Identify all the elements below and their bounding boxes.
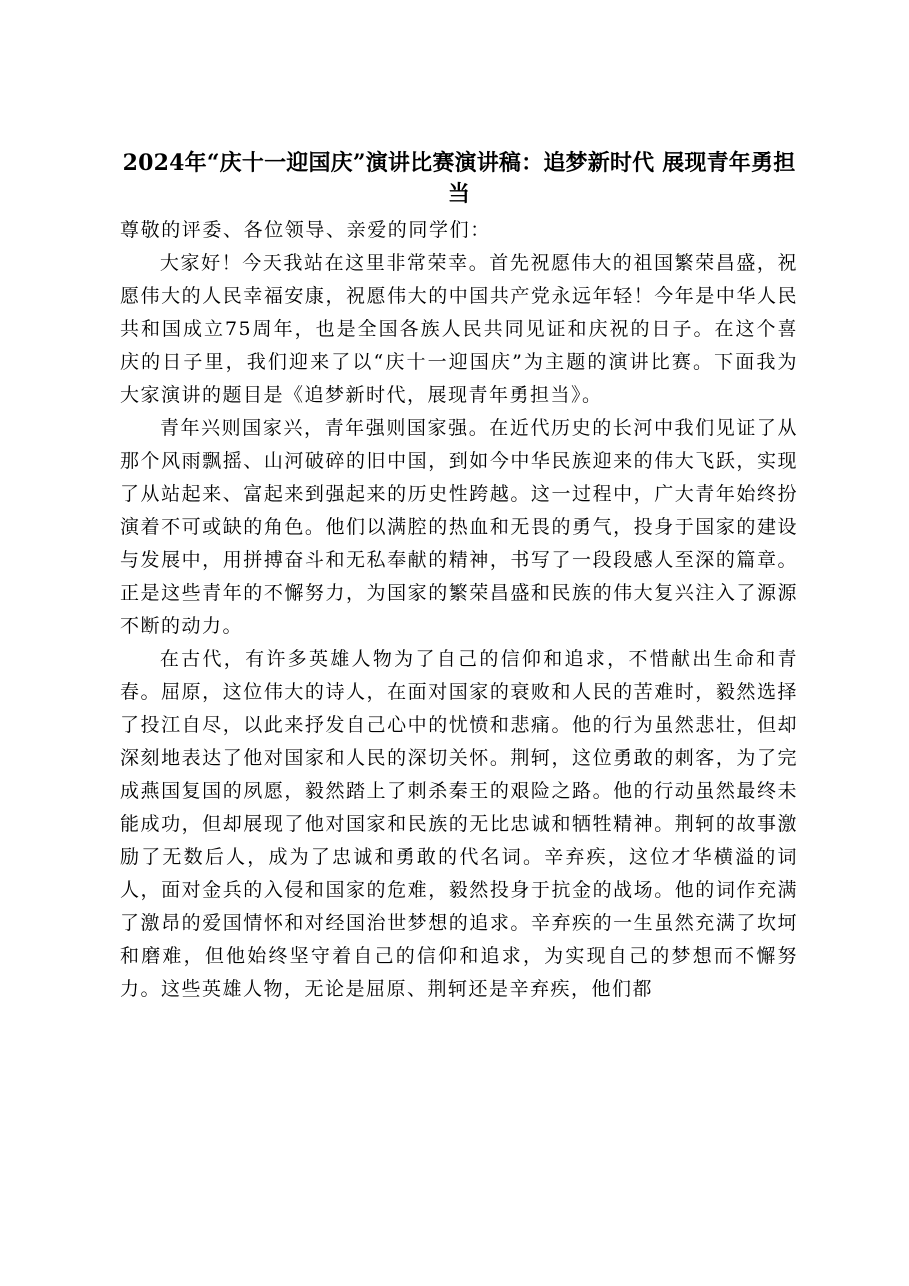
document-body [120, 148, 798, 1006]
paragraph-youth: 青年兴则国家兴，青年强则国家强。在近代历史的长河中我们见证了从那个风雨飘摇、山河破碎的旧中国，到如今中华民族迎来的伟大飞跃，实现了从站起来、富起来到强起来的历史性跨越。这一过程中，广大青年始终扮演着不可或缺的角色。他们以满腔的热血和无畏的勇气，投身于国家的建设与发展中，用拼搏奋斗和无私奉献的精神，书写了一段段感人至深的篇章。正是这些青年的不懈努力，为国家的繁荣昌盛和民族的伟大复兴注入了源源不断的动力。 [120, 417, 798, 637]
paragraph-heroes: 在古代，有许多英雄人物为了自己的信仰和追求，不惜献出生命和青春。屈原，这位伟大的诗人，在面对国家的衰败和人民的苦难时，毅然选择了投江自尽，以此来抒发自己心中的忧愤和悲痛。他的行为虽然悲壮，但却深刻地表达了他对国家和人民的深切关怀。荆轲，这位勇敢的刺客，为了完成燕国复国的夙愿，毅然踏上了刺杀秦王的艰险之路。他的行动虽然最终未能成功，但却展现了他对国家和民族的无比忠诚和牺牲精神。荆轲的故事激励了无数后人，成为了忠诚和勇敢的代名词。辛弃疾，这位才华横溢的词人，面对金兵的入侵和国家的危难，毅然投身于抗金的战场。他的词作充满了激昂的爱国情怀和对经国治世梦想的追求。辛弃疾的一生虽然充满了坎坷和磨难，但他始终坚守着自己的信仰和追求，为实现自己的梦想而不懈努力。这些英雄人物，无论是屈原、荆轲还是辛弃疾，他们都 [120, 648, 798, 1000]
paragraph-greeting: 大家好！今天我站在这里非常荣幸。首先祝愿伟大的祖国繁荣昌盛，祝愿伟大的人民幸福安康，祝愿伟大的中国共产党永远年轻！今年是中华人民共和国成立75周年，也是全国各族人民共同见证和庆祝的日子。在这个喜庆的日子里，我们迎来了以“庆十一迎国庆”为主题的演讲比赛。下面我为大家演讲的题目是《追梦新时代，展现青年勇担当》。 [120, 252, 798, 406]
salutation: 尊敬的评委、各位领导、亲爱的同学们： [120, 219, 491, 241]
document-title: 2024年“庆十一迎国庆”演讲比赛演讲稿：追梦新时代 展现青年勇担当 [122, 150, 796, 207]
